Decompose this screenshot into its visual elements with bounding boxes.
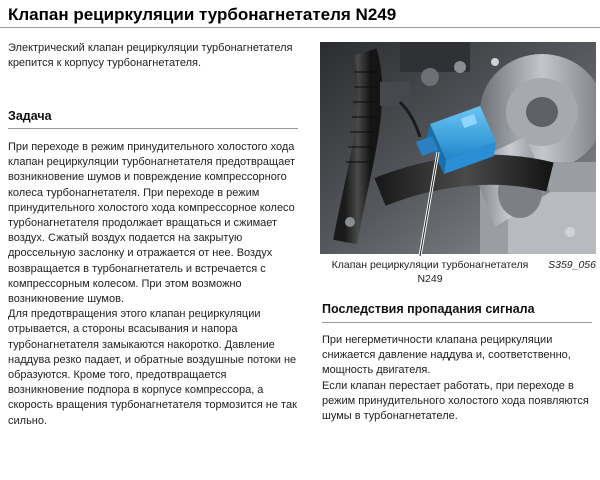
engine-photo: [320, 42, 596, 254]
page-title: Клапан рециркуляции турбонагнетателя N249: [8, 5, 397, 24]
title-divider: [0, 27, 600, 28]
signal-loss-heading: Последствия пропадания сигнала: [322, 302, 535, 316]
intro-paragraph: Электрический клапан рециркуляции турбонагнетателя крепится к корпусу турбонагнетателя.: [8, 42, 293, 70]
task-text: При переходе в режим принудительного холостого хода клапан рециркуляции турбонагнетателя предотвращает возникновение шумов и повреждение компрессорного колеса турбонагнетателя. При переходе в режим принудительного холостого хода компрессорное колесо турбонагнетателя продолжает вращаться и сжимает воздух. Сжатый воздух подается на закрытую дроссельную заслонку и отражается от нее. Воздух возвращается в турбонагнетатель и встречается с компрессорным колесом. При этом возможно возникновение шумов. Для предотвращения этого клапан рециркуляции отрывается, а стороны всасывания и напора турбонагнетателя замыкаются накоротко. Давление наддува резко падает, и обратные воздушные потоки не образуются. Кроме того, предотвращается возникновение подпора в корпусе компрессора, а скорость вращения турбонагнетателя тормозится не так сильно.: [8, 141, 297, 427]
signal-loss-text: При негерметичности клапана рециркуляции снижается давление наддува и, соответственно, мощность двигателя. Если клапан перестает работать, при переходе в режим принудительного холостого хода появляются шумы в турбонагнетателе.: [322, 334, 589, 423]
signal-loss-divider: [322, 322, 592, 323]
task-divider: [8, 128, 298, 129]
task-heading: Задача: [8, 109, 52, 123]
figure-caption: Клапан рециркуляции турбонагнетателя N249: [331, 259, 529, 285]
figure-id: S359_056: [548, 259, 596, 271]
